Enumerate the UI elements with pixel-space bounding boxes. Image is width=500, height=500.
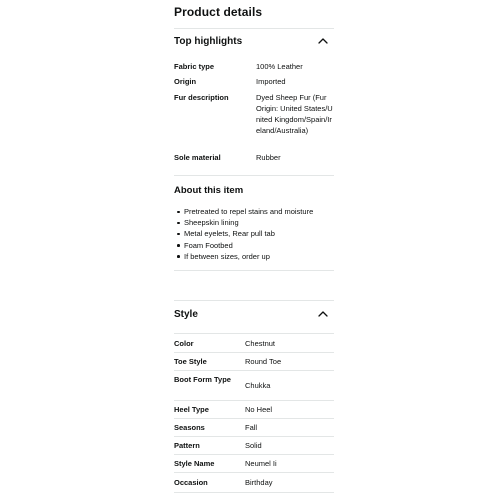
divider	[174, 175, 334, 176]
divider	[174, 270, 334, 271]
style-label: Toe Style	[174, 357, 207, 366]
style-value: Neumel Ii	[245, 459, 277, 468]
style-label: Color	[174, 339, 194, 348]
highlight-value: Rubber	[256, 153, 281, 162]
top-highlights-title: Top highlights	[174, 35, 243, 47]
style-label: Seasons	[174, 423, 205, 432]
style-value: Solid	[245, 441, 262, 450]
list-item: If between sizes, order up	[174, 251, 313, 262]
style-value: Birthday	[245, 478, 273, 487]
style-label: Occasion	[174, 478, 208, 487]
divider	[174, 28, 334, 29]
style-label: Pattern	[174, 441, 200, 450]
divider	[174, 352, 334, 353]
highlight-label: Fabric type	[174, 62, 215, 71]
divider	[174, 418, 334, 419]
highlight-label: Sole material	[174, 153, 221, 162]
list-item: Foam Footbed	[174, 240, 313, 251]
divider	[174, 472, 334, 473]
highlight-value: Dyed Sheep Fur (Fur Origin: United States/United Kingdom/Spain/Ireland/Australia)	[256, 93, 333, 135]
highlight-value: Imported	[256, 77, 286, 86]
about-bullet-list	[174, 206, 313, 262]
page-title: Product details	[174, 5, 263, 19]
list-item: Sheepskin lining	[174, 217, 313, 228]
chevron-up-icon[interactable]	[316, 307, 330, 321]
style-value: Fall	[245, 423, 258, 432]
style-title: Style	[174, 308, 198, 320]
chevron-up-icon[interactable]	[316, 34, 330, 48]
style-value: No Heel	[245, 405, 273, 414]
divider	[174, 436, 334, 437]
divider	[174, 333, 334, 334]
style-value: Chukka	[245, 381, 271, 390]
divider	[174, 454, 334, 455]
divider	[174, 370, 334, 371]
style-value: Round Toe	[245, 357, 282, 366]
highlight-label: Fur description	[174, 93, 229, 102]
divider	[174, 300, 334, 301]
style-label: Boot Form Type	[174, 375, 231, 384]
top-highlights-header[interactable]	[174, 31, 334, 51]
list-item: Metal eyelets, Rear pull tab	[174, 228, 313, 239]
about-this-item-title: About this item	[174, 185, 244, 196]
style-label: Style Name	[174, 459, 215, 468]
style-value: Chestnut	[245, 339, 276, 348]
highlight-value: 100% Leather	[256, 62, 303, 71]
divider	[174, 400, 334, 401]
highlight-label: Origin	[174, 77, 197, 86]
style-header[interactable]	[174, 304, 334, 324]
divider	[174, 492, 334, 493]
list-item: Pretreated to repel stains and moisture	[174, 206, 313, 217]
style-label: Heel Type	[174, 405, 209, 414]
